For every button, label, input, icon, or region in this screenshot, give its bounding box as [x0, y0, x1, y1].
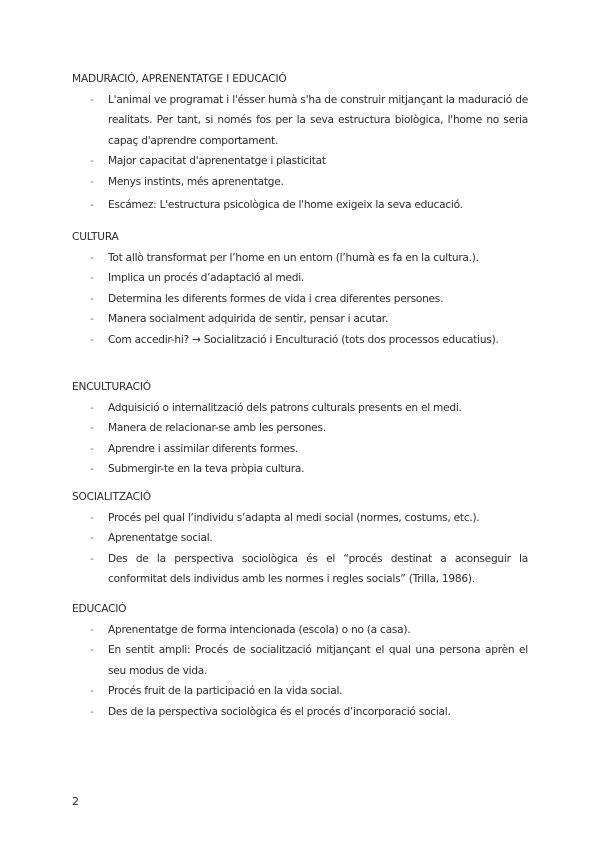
- list-item: - Implica un procés d’adaptació al medi.: [72, 268, 528, 288]
- section-educacio: [72, 599, 528, 722]
- dash-bullet: -: [90, 155, 94, 168]
- list-item: - Des de la perspectiva sociològica és el procés d’incorporació social.: [72, 702, 528, 722]
- dash-bullet: -: [90, 532, 94, 545]
- list-item: - Aprenentatge de forma intencionada (escola) o no (a casa).: [72, 620, 528, 640]
- list-item: - Submergir-te en la teva pròpia cultura.: [72, 459, 528, 479]
- dash-bullet: -: [90, 552, 94, 565]
- page-number: 2: [72, 795, 79, 808]
- dash-bullet: -: [90, 252, 94, 264]
- dash-bullet: -: [90, 705, 94, 718]
- section-heading: CULTURA: [72, 231, 119, 243]
- section-socialitzacio: [72, 487, 528, 590]
- dash-bullet: -: [90, 624, 94, 636]
- list-item: - Tot allò transformat per l’home en un entorn (l’humà es fa en la cultura.).: [72, 248, 528, 268]
- list-item: - Com accedir-hi? → Socialització i Enculturació (tots dos processos educatius).: [72, 330, 528, 350]
- list-item: - Major capacitat d'aprenentatge i plasticitat: [72, 151, 528, 171]
- list-item: - Escámez: L'estructura psicològica de l'home exigeix la seva educació.: [72, 195, 528, 215]
- dash-bullet: -: [90, 402, 94, 414]
- dash-bullet: -: [90, 442, 94, 455]
- section-heading: SOCIALITZACIÓ: [72, 491, 151, 503]
- dash-bullet: -: [90, 333, 94, 346]
- section-heading: EDUCACIÓ: [72, 603, 127, 615]
- dash-bullet: -: [90, 175, 94, 188]
- list-item: - Menys instints, més aprenentatge.: [72, 172, 528, 192]
- dash-bullet: -: [90, 313, 94, 326]
- bullet-list: [72, 620, 528, 722]
- list-item: - Aprenentatge social.: [72, 528, 528, 548]
- section-maduracio: [72, 69, 528, 215]
- list-item: - Manera de relacionar-se amb les persones.: [72, 418, 528, 438]
- dash-bullet: -: [90, 644, 94, 657]
- bullet-list: [72, 398, 528, 480]
- list-item: - Des de la perspectiva sociològica és el “procés destinat a aconseguir la conformitat dels individus amb les normes i regles socials” (Trilla, 1986).: [72, 549, 528, 590]
- dash-bullet: -: [90, 94, 94, 106]
- section-heading: MADURACIÓ, APRENENTATGE I EDUCACIÓ: [72, 73, 287, 85]
- list-item: - Adquisició o internalització dels patrons culturals presents en el medi.: [72, 398, 528, 418]
- list-item: - En sentit ampli: Procés de socialització mitjançant el qual una persona aprèn el seu modus de vida.: [72, 640, 528, 681]
- section-cultura: [72, 227, 528, 350]
- dash-bullet: -: [90, 272, 94, 285]
- list-item: - Procés pel qual l’individu s’adapta al medi social (normes, costums, etc.).: [72, 508, 528, 528]
- list-item: - Aprendre i assimilar diferents formes.: [72, 439, 528, 459]
- list-item: - Procés fruit de la participació en la vida social.: [72, 681, 528, 701]
- dash-bullet: -: [90, 685, 94, 698]
- dash-bullet: -: [90, 463, 94, 476]
- section-heading: ENCULTURACIÓ: [72, 381, 151, 393]
- bullet-list: [72, 90, 528, 215]
- dash-bullet: -: [90, 422, 94, 435]
- dash-bullet: -: [90, 292, 94, 305]
- bullet-list: [72, 248, 528, 350]
- list-item: - L'animal ve programat i l'ésser humà s'ha de construir mitjançant la maduració de realitats. Per tant, si només fos per la seva estructura biològica, l'home no seria capaç d'aprendre comportament.: [72, 90, 528, 151]
- dash-bullet: -: [90, 512, 94, 524]
- bullet-list: [72, 508, 528, 590]
- dash-bullet: -: [90, 199, 94, 212]
- list-item: - Determina les diferents formes de vida i crea diferentes persones.: [72, 289, 528, 309]
- list-item: - Manera socialment adquirida de sentir, pensar i acutar.: [72, 309, 528, 329]
- section-enculturacio: [72, 377, 528, 480]
